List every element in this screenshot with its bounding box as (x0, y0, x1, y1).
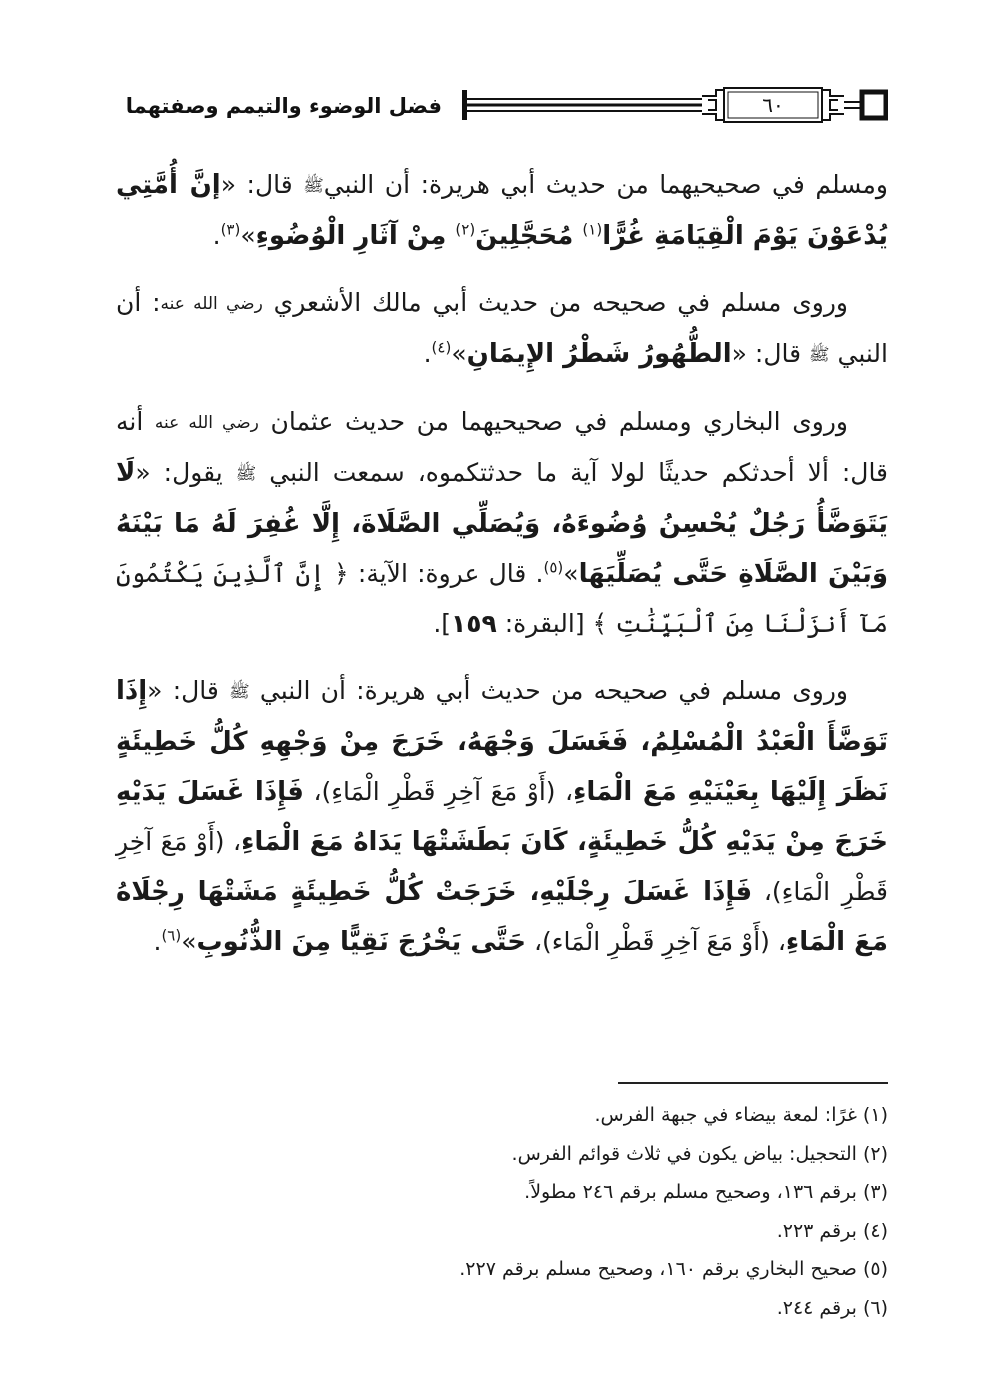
footnote-ref: (٥) (543, 558, 564, 577)
hadith-text: الطُّهُورُ شَطْرُ الإِيمَانِ (466, 339, 732, 369)
honorific-glyph: رضي الله عنه (160, 294, 263, 314)
footnote-ref: (١) (582, 220, 603, 239)
text-run: وروى مسلم في صحيحه من حديث أبي مالك الأشعري (273, 288, 848, 317)
text-run: قال: « (731, 339, 809, 368)
footnote-ref: (٢) (455, 220, 476, 239)
honorific-glyph: ﷺ (229, 682, 250, 702)
paragraph-2 (116, 278, 888, 380)
text-run: وروى مسلم في صحيحه من حديث أبي هريرة: أن النبي (259, 676, 848, 705)
honorific-glyph: ﷺ (303, 176, 324, 196)
hadith-text: مِنْ آثَارِ الْوُضُوءِ (255, 221, 456, 251)
hadith-text: إنَّ أُمَّتِي يُدْعَوْنَ يَوْمَ الْقِيَامَةِ غُرًّا (116, 170, 888, 251)
verse-number: ١٥٩ (451, 609, 497, 638)
hadith-text: إِذَا تَوَضَّأَ الْعَبْدُ الْمُسْلِمُ، فَغَسَلَ وَجْهَهُ، خَرَجَ مِنْ وَجْهِهِ كُلُّ خَطِيئَةٍ نَظَرَ إِلَيْهَا بِعَيْنَيْهِ مَعَ الْمَاءِ (116, 676, 888, 807)
text-run: يقول: « (135, 458, 236, 487)
running-header-title: فضل الوضوء والتيمم وصفتهما (116, 85, 452, 127)
text-run: . (153, 927, 162, 956)
footnote-item: (١) غرًا: لمعة بيضاء في جبهة الفرس. (594, 1104, 888, 1126)
text-run: . (423, 339, 432, 368)
honorific-glyph: ﷺ (235, 464, 257, 484)
text-run: : أن النبي (116, 288, 888, 368)
text-run: » (451, 339, 467, 368)
footnote-divider (618, 1082, 888, 1084)
footnote-ref: (٦) (161, 926, 182, 945)
page-header (112, 82, 888, 130)
footnote-item: (٤) برقم ٢٢٣. (776, 1219, 888, 1242)
text-run: ]. (433, 609, 452, 638)
text-run: ومسلم في صحيحيهما من حديث أبي هريرة: أن النبي (323, 170, 888, 199)
hadith-text: فَإِذَا غَسَلَ رِجْلَيْهِ، خَرَجَتْ كُلُّ خَطِيئَةٍ مَشَتْهَا رِجْلَاهُ مَعَ الْمَاءِ (116, 877, 888, 957)
footnote-item: (٥) صحيح البخاري برقم ١٦٠، وصحيح مسلم برقم ٢٢٧. (459, 1258, 888, 1280)
text-run: وروى البخاري ومسلم في صحيحيهما من حديث عثمان (270, 407, 849, 436)
paragraph-3 (116, 397, 888, 649)
footnote-ref: (٤) (431, 338, 452, 357)
quran-verse: إِنَّ ٱلَّذِينَ يَكْتُمُونَ مَآ أَنزَلْنَا مِنَ ٱلْبَيِّنَٰتِ (116, 559, 888, 638)
paragraph-4 (116, 666, 888, 967)
hadith-text: فَإِذَا غَسَلَ يَدَيْهِ خَرَجَ مِنْ يَدَيْهِ كُلُّ خَطِيئَةٍ، كَانَ بَطَشَتْهَا يَدَاهُ مَعَ الْمَاءِ (116, 777, 888, 857)
text-run: » (563, 559, 579, 588)
text-run: ، (أَوْ مَعَ آخِرِ قَطْرِ الْمَاءِ)، (116, 827, 889, 906)
text-run: . (212, 221, 221, 250)
text-run: أنه قال: ألا أحدثكم حديثًا لولا آية ما حدثتكموه، سمعت النبي (116, 407, 889, 487)
honorific-glyph: ﷺ (809, 345, 830, 365)
footnotes (116, 1096, 888, 1327)
text-run: . قال عروة: الآية: ﴿ (324, 559, 544, 588)
footnote-item: (٢) التحجيل: بياض يكون في ثلاث قوائم الفرس. (511, 1142, 888, 1165)
hadith-text: مُحَجَّلِينَ (475, 221, 583, 251)
text-run: ، (أَوْ مَعَ آخِرِ قَطْرِ الْمَاءِ)، (303, 777, 574, 806)
hadith-text: حَتَّى يَخْرُجَ نَقِيًّا مِنَ الذُّنُوبِ (196, 927, 527, 957)
text-run: قال: « (220, 170, 304, 199)
honorific-glyph: رضي الله عنه (154, 413, 259, 433)
footnote-item: (٣) برقم ١٣٦، وصحيح مسلم برقم ٢٤٦ مطولاً. (524, 1181, 888, 1203)
page-number: ٦٠ (762, 93, 784, 117)
paragraph-1 (116, 160, 888, 261)
footnote-item: (٦) برقم ٢٤٤. (776, 1296, 888, 1319)
text-run: قال: « (147, 676, 230, 705)
text-run: » (181, 927, 197, 956)
footnote-ref: (٣) (220, 220, 241, 239)
hadith-text: لَا يَتَوَضَّأُ رَجُلٌ يُحْسِنُ وُضُوءَهُ، وَيُصَلِّي الصَّلَاةَ، إِلَّا غُفِرَ لَهُ مَا بَيْنَهُ وَبَيْنَ الصَّلَاةِ حَتَّى يُصَلِّيَهَا (116, 458, 888, 589)
text-run: » (240, 221, 256, 250)
text-run: ﴾ [البقرة: (496, 609, 616, 638)
text-run: ، (أَوْ مَعَ آخِرِ قَطْرِ الْمَاء)، (526, 927, 786, 956)
main-text (116, 160, 888, 984)
